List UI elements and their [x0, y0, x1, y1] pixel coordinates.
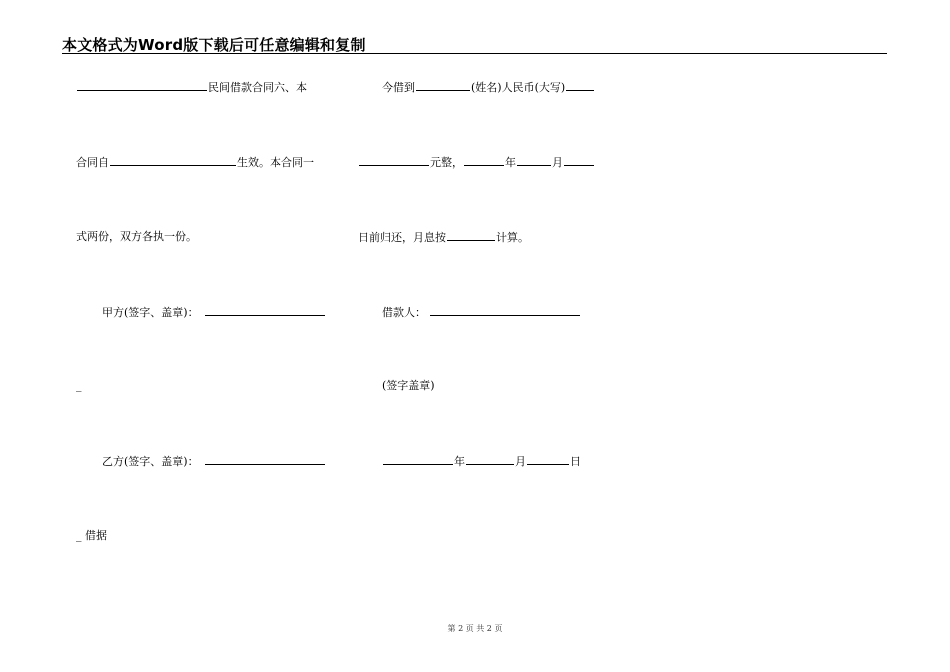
- amount-suffix: 元整，: [430, 156, 463, 169]
- party-a-signature-blank: [205, 305, 325, 316]
- effective-prefix: 合同自: [76, 156, 109, 169]
- currency-label: (姓名)人民币(大写): [471, 81, 566, 94]
- sign-month-blank: [466, 454, 514, 465]
- name-blank: [416, 80, 470, 91]
- left-line-6: [102, 454, 326, 469]
- sign-day-label: 日: [570, 455, 581, 468]
- year-blank: [464, 155, 504, 166]
- borrower-label: 借款人：: [382, 306, 426, 319]
- party-b-signature-blank: [205, 454, 325, 465]
- right-line-5: (签字盖章): [382, 379, 435, 392]
- sign-month-label: 月: [515, 455, 526, 468]
- party-a-label: 甲方(签字、盖章)：: [102, 306, 199, 319]
- month-blank: [517, 155, 551, 166]
- left-line-5: _: [76, 379, 82, 392]
- sign-day-blank: [527, 454, 569, 465]
- borrowed-from-label: 今借到: [382, 81, 415, 94]
- effective-suffix: 生效。本合同一: [237, 156, 314, 169]
- repay-label: 日前归还，月息按: [358, 231, 446, 244]
- left-line-3: 式两份，双方各执一份。: [76, 230, 197, 243]
- interest-blank: [447, 230, 495, 241]
- sign-year-label: 年: [454, 455, 465, 468]
- header-rule: [62, 53, 887, 54]
- left-line-2: [76, 155, 314, 170]
- sign-year-blank: [383, 454, 453, 465]
- page-footer: 第 2 页 共 2 页: [447, 624, 503, 633]
- right-line-6: [382, 454, 581, 469]
- left-line-4: [102, 305, 326, 320]
- day-blank: [564, 155, 594, 166]
- left-line-1: [76, 80, 307, 95]
- right-line-2: [358, 155, 595, 170]
- interest-suffix: 计算。: [496, 231, 529, 244]
- effective-date-blank: [110, 155, 236, 166]
- left-line-7: _ 借据: [76, 529, 107, 542]
- borrower-signature-blank: [430, 305, 580, 316]
- year-label: 年: [505, 156, 516, 169]
- right-line-1: [382, 80, 595, 95]
- amount-blank: [359, 155, 429, 166]
- right-line-4: [382, 305, 581, 320]
- contract-section-text: 民间借款合同六、本: [208, 81, 307, 94]
- right-line-3: [358, 230, 529, 245]
- document-header-title: 本文格式为Word版下载后可任意编辑和复制: [62, 36, 366, 54]
- month-label: 月: [552, 156, 563, 169]
- party-b-label: 乙方(签字、盖章)：: [102, 455, 199, 468]
- blank-underline: [77, 80, 207, 91]
- amount-words-blank: [566, 80, 594, 91]
